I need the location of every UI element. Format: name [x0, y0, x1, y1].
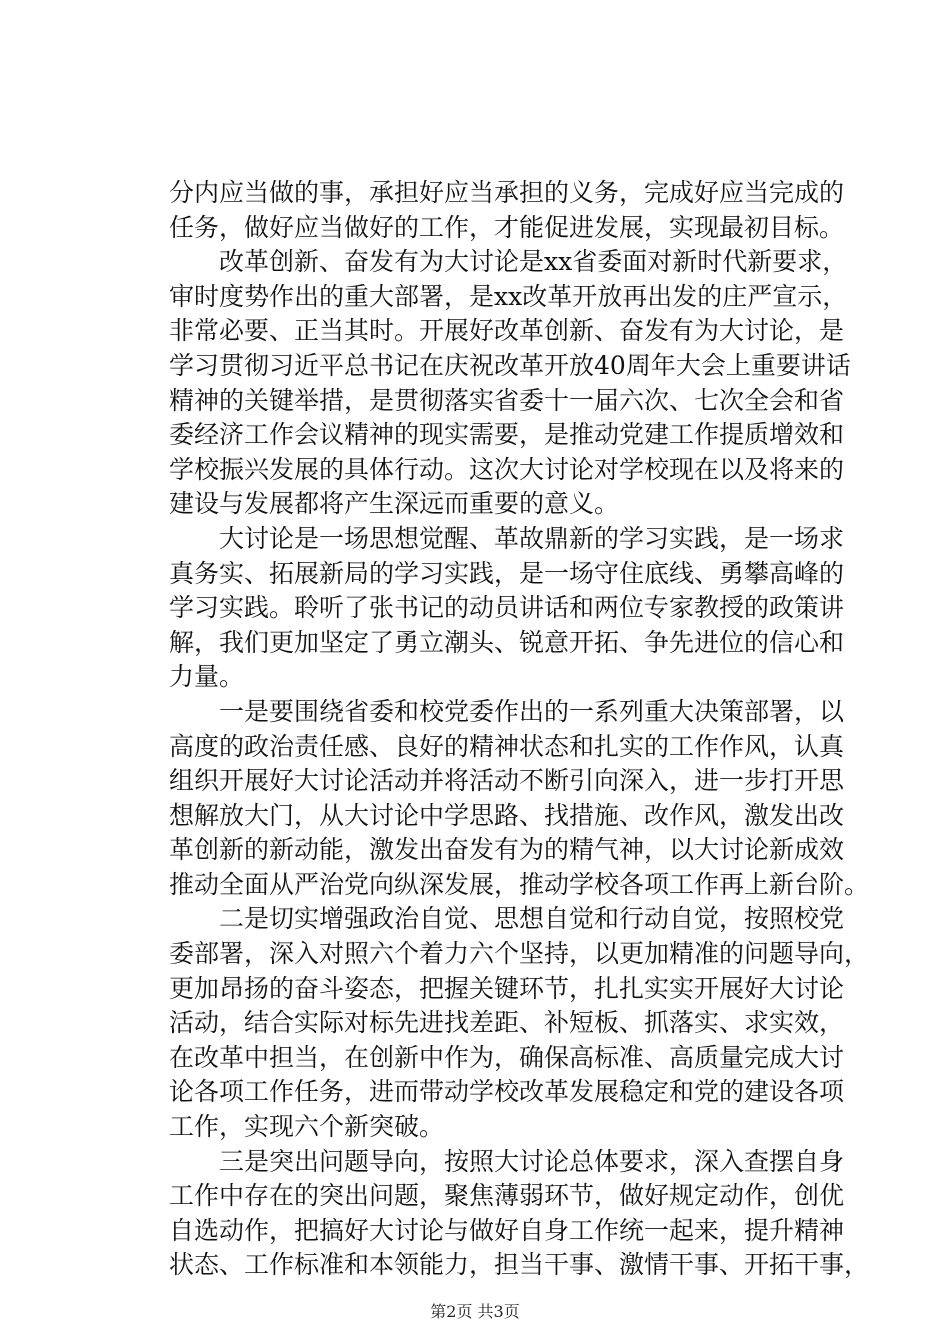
text-line: 学习贯彻习近平总书记在庆祝改革开放40周年大会上重要讲话: [169, 350, 851, 380]
text-line: 想解放大门，从大讨论中学思路、找措施、改作风，激发出改: [169, 800, 845, 830]
text-line: 工作，实现六个新突破。: [169, 1112, 445, 1142]
text-line: 审时度势作出的重大部署，是xx改革开放再出发的庄严宣示，: [169, 281, 848, 311]
text-line: 委部署，深入对照六个着力六个坚持，以更加精准的问题导向，: [169, 939, 870, 969]
text-line: 委经济工作会议精神的现实需要，是推动党建工作提质增效和: [169, 420, 845, 450]
text-line: 真务实、拓展新局的学习实践，是一场守住底线、勇攀高峰的: [169, 558, 845, 588]
text-line: 组织开展好大讨论活动并将活动不断引向深入，进一步打开思: [169, 766, 845, 796]
text-line: 高度的政治责任感、良好的精神状态和扎实的工作作风，认真: [169, 731, 845, 761]
text-line: 在改革中担当，在创新中作为，确保高标准、高质量完成大讨: [169, 1042, 845, 1072]
page-number-footer: 第2页 共3页: [430, 1302, 520, 1321]
text-line: 学习实践。聆听了张书记的动员讲话和两位专家教授的政策讲: [169, 593, 845, 623]
paragraph-6: [169, 1145, 870, 1283]
text-line: 活动，结合实际对标先进找差距、补短板、抓落实、求实效，: [169, 1008, 845, 1038]
text-line: 学校振兴发展的具体行动。这次大讨论对学校现在以及将来的: [169, 454, 845, 484]
paragraph-5: [169, 902, 870, 1144]
text-line: 三是突出问题导向，按照大讨论总体要求，深入查摆自身: [219, 1146, 845, 1176]
text-line: 推动全面从严治党向纵深发展，推动学校各项工作再上新台阶。: [169, 869, 870, 899]
text-line: 状态、工作标准和本领能力，担当干事、激情干事、开拓干事，: [169, 1250, 870, 1280]
paragraph-2: [169, 245, 851, 522]
text-line: 自选动作，把搞好大讨论与做好自身工作统一起来，提升精神: [169, 1215, 845, 1245]
document-body: [169, 176, 870, 1283]
text-line: 二是切实增强政治自觉、思想自觉和行动自觉，按照校党: [219, 904, 845, 934]
text-line: 力量。: [169, 662, 245, 692]
text-line: 精神的关键举措，是贯彻落实省委十一届六次、七次全会和省: [169, 385, 845, 415]
paragraph-3: [169, 522, 845, 695]
paragraph-1: [169, 176, 845, 245]
text-line: 改革创新、奋发有为大讨论是xx省委面对新时代新要求，: [219, 247, 848, 277]
text-line: 更加昂扬的奋斗姿态，把握关键环节，扎扎实实开展好大讨论: [169, 973, 845, 1003]
text-line: 解，我们更加坚定了勇立潮头、锐意开拓、争先进位的信心和: [169, 627, 845, 657]
text-line: 非常必要、正当其时。开展好改革创新、奋发有为大讨论，是: [169, 316, 845, 346]
text-line: 建设与发展都将产生深远而重要的意义。: [169, 489, 620, 519]
text-line: 工作中存在的突出问题，聚焦薄弱环节，做好规定动作，创优: [169, 1181, 845, 1211]
text-line: 任务，做好应当做好的工作，才能促进发展，实现最初目标。: [169, 212, 845, 242]
text-line: 论各项工作任务，进而带动学校改革发展稳定和党的建设各项: [169, 1077, 845, 1107]
paragraph-4: [169, 695, 870, 903]
text-line: 分内应当做的事，承担好应当承担的义务，完成好应当完成的: [169, 178, 845, 207]
text-line: 革创新的新动能，激发出奋发有为的精气神，以大讨论新成效: [169, 835, 845, 865]
text-line: 一是要围绕省委和校党委作出的一系列重大决策部署，以: [219, 696, 845, 726]
text-line: 大讨论是一场思想觉醒、革故鼎新的学习实践，是一场求: [219, 523, 845, 553]
